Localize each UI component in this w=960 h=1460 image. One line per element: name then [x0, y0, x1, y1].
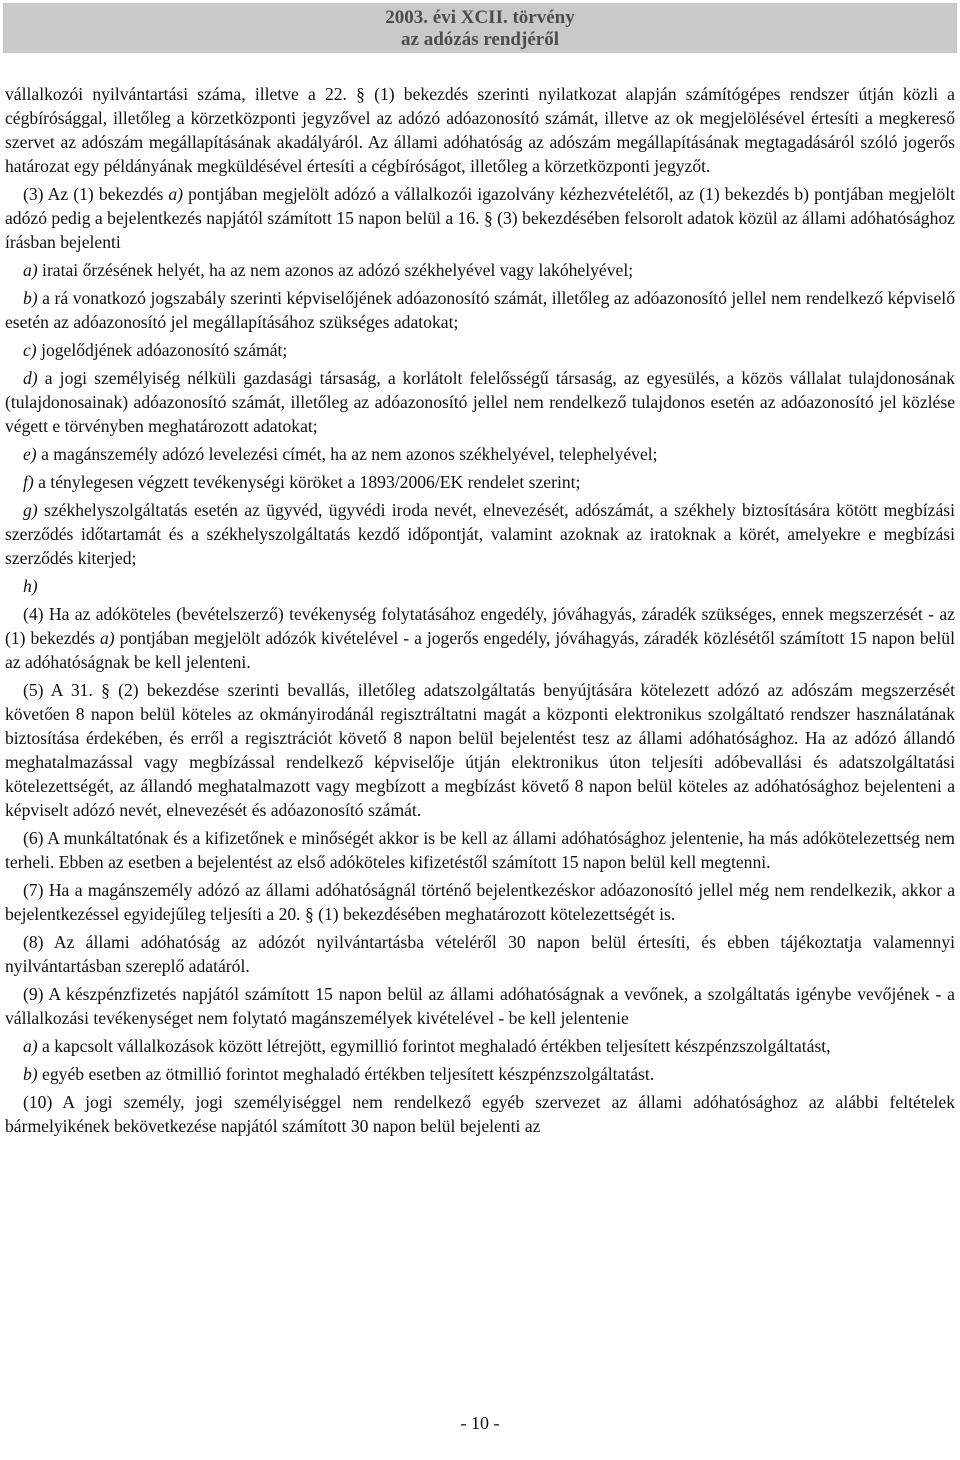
paragraph-text: (7) Ha a magánszemély adózó az állami adóhatóságnál történő bejelentkezéskor adóazonosító jellel még nem rendelkezik, akkor a bejelentkezéssel egyidejűleg teljesíti a 20. § (1) bekezdésében meghatározott kötelezettségét is. — [5, 880, 955, 924]
paragraph-text: jogelődjének adóazonosító számát; — [36, 340, 288, 360]
point-marker: a) — [23, 260, 38, 280]
paragraph — [5, 602, 955, 674]
paragraph — [5, 678, 955, 822]
paragraph-text: a jogi személyiség nélküli gazdasági társaság, a korlátolt felelősségű társaság, az egyesülés, a közös vállalat tulajdonosának (tulajdonosainak) adóazonosító számát, illetőleg az adóazonosító jellel nem rendelkező tulajdonos esetén az adóazonosító jel közlése végett e törvényben meghatározott adatokat; — [5, 368, 955, 436]
paragraph — [5, 442, 955, 466]
point-marker: b) — [23, 288, 38, 308]
point-marker: e) — [23, 444, 37, 464]
point-marker: g) — [23, 500, 38, 520]
paragraph-text: a ténylegesen végzett tevékenységi köröket a 1893/2006/EK rendelet szerint; — [33, 472, 581, 492]
paragraph-text: (10) A jogi személy, jogi személyiséggel nem rendelkező egyéb szervezet az állami adóhatósághoz az alábbi feltételek bármelyikének bekövetkezése napjától számított 30 napon belül bejelenti az — [5, 1092, 955, 1136]
paragraph-text: pontjában megjelölt adózók kivételével - a jogerős engedély, jóváhagyás, záradék közlésétől számított 15 napon belül az adóhatóságnak be kell jelenteni. — [5, 628, 955, 672]
paragraph — [5, 826, 955, 874]
point-marker: b) — [23, 1064, 38, 1084]
paragraph-text: iratai őrzésének helyét, ha az nem azonos az adózó székhelyével vagy lakóhelyével; — [37, 260, 634, 280]
paragraph-text: (6) A munkáltatónak és a kifizetőnek e minőségét akkor is be kell az állami adóhatósághoz jelentenie, ha más adókötelezettség nem terheli. Ebben az esetben a bejelentést az első adóköteles kifizetéstől számított 15 napon belül kell megtenni. — [5, 828, 955, 872]
paragraph — [5, 930, 955, 978]
paragraph — [5, 498, 955, 570]
point-marker: a) — [23, 1036, 38, 1056]
paragraph — [5, 286, 955, 334]
paragraph — [5, 338, 955, 362]
paragraph-text: székhelyszolgáltatás esetén az ügyvéd, ügyvédi iroda nevét, elnevezését, adószámát, a székhely biztosítására kötött megbízási szerződés időtartamát és a székhelyszolgáltatás kezdő időpontját, valamint azoknak az iratoknak a körét, amelyekre e megbízási szerződés kiterjed; — [5, 500, 955, 568]
paragraph — [5, 1062, 955, 1086]
paragraph — [5, 574, 955, 598]
point-marker: d) — [23, 368, 38, 388]
paragraph — [5, 258, 955, 282]
law-title: 2003. évi XCII. törvény — [385, 7, 575, 28]
document-body — [5, 82, 955, 1142]
paragraph-text: a rá vonatkozó jogszabály szerinti képviselőjének adóazonosító számát, illetőleg az adóazonosító jellel nem rendelkező képviselő esetén az adóazonosító jel megállapításához szükséges adatokat; — [5, 288, 955, 332]
paragraph-text: (5) A 31. § (2) bekezdése szerinti bevallás, illetőleg adatszolgáltatás benyújtására kötelezett adózó az adószám megszerzését követően 8 napon belül köteles az okmányirodánál regisztráltatni magát a központi elektronikus szolgáltató rendszer használatának biztosítása érdekében, és erről a regisztrációt követő 8 napon belül bejelentést tesz az állami adóhatósághoz. Ha az adózó állandó meghatalmazással vagy megbízással rendelkező képviselője útján elektronikus úton teljesíti adóbevallási és adatszolgáltatási kötelezettségét, az állandó meghatalmazott vagy megbízott a megbízást követő 8 napon belül köteles az adóhatósághoz bejelenteni a képviselt adózó nevét, elnevezését és adóazonosító számát. — [5, 680, 955, 820]
point-marker: a) — [168, 184, 184, 204]
point-marker: c) — [23, 340, 37, 360]
paragraph-text: vállalkozói nyilvántartási száma, illetve a 22. § (1) bekezdés szerinti nyilatkozat alapján számítógépes rendszer útján közli a cégbírósággal, illetőleg a körzetközponti jegyzővel az adózó adóazonosító számát, illetve az ok megjelölésével értesíti a megkereső szervet az adószám megállapításának akadályáról. Az állami adóhatóság az adószám megállapításának megtagadásáról szóló jogerős határozat egy példányának megküldésével értesíti a cégbíróságot, illetőleg a körzetközponti jegyzőt. — [5, 84, 955, 176]
paragraph-text: pontjában megjelölt adózó a vállalkozói igazolvány kézhezvételétől, az (1) bekezdés b) pontjában megjelölt adózó pedig a bejelentkezés napjától számított 15 napon belül a 16. § (3) bekezdésében felsorolt adatok közül az állami adóhatósághoz írásban bejelenti — [5, 184, 955, 252]
paragraph-lead: (3) Az (1) bekezdés — [23, 184, 169, 204]
paragraph — [5, 878, 955, 926]
point-marker: a) — [99, 628, 115, 648]
paragraph-lead: (4) Ha az adóköteles (bevételszerző) tevékenység folytatásához engedély, jóváhagyás, záradék szükséges, ennek megszerzését - az (1) bekezdés — [5, 604, 955, 648]
paragraph-text: egyéb esetben az ötmillió forintot meghaladó értékben teljesített készpénzszolgáltatást. — [37, 1064, 655, 1084]
paragraph-text: a magánszemély adózó levelezési címét, ha az nem azonos székhelyével, telephelyével; — [36, 444, 658, 464]
law-subtitle: az adózás rendjéről — [401, 29, 559, 50]
paragraph — [5, 366, 955, 438]
paragraph — [5, 82, 955, 178]
document-header — [3, 3, 957, 53]
paragraph-text: (9) A készpénzfizetés napjától számított 15 napon belül az állami adóhatóságnak a vevőnek, a szolgáltatás igénybe vevőjének - a vállalkozási tevékenységet nem folytató magánszemélyek kivételével - be kell jelentenie — [5, 984, 955, 1028]
point-marker: h) — [23, 576, 38, 596]
page-number: - 10 - — [460, 1413, 500, 1433]
point-marker: f) — [23, 472, 34, 492]
paragraph — [5, 1090, 955, 1138]
paragraph — [5, 1034, 955, 1058]
paragraph — [5, 470, 955, 494]
paragraph — [5, 982, 955, 1030]
paragraph — [5, 182, 955, 254]
paragraph-text: (8) Az állami adóhatóság az adózót nyilvántartásba vételéről 30 napon belül értesíti, és ebben tájékoztatja valamennyi nyilvántartásban szereplő adatáról. — [5, 932, 955, 976]
paragraph-text: a kapcsolt vállalkozások között létrejött, egymillió forintot meghaladó értékben teljesített készpénzszolgáltatást, — [37, 1036, 831, 1056]
